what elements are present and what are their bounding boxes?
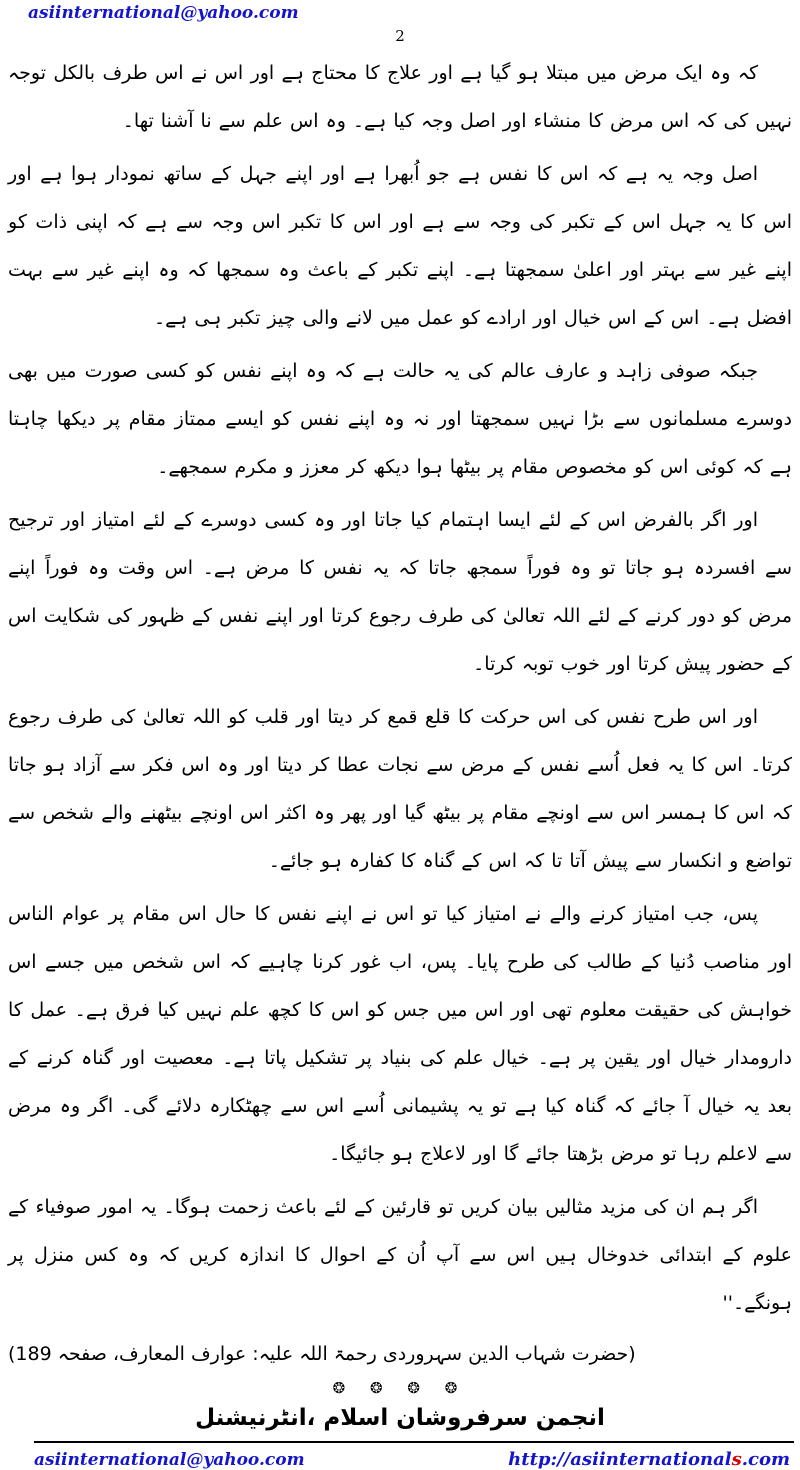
document-body	[0, 47, 800, 1327]
ornament-star-icon: ❂	[444, 1379, 468, 1397]
header-email-link[interactable]: asiinternational@yahoo.com	[28, 3, 299, 23]
body-paragraph: اگر ہم ان کی مزید مثالیں بیان کریں تو قارئین کے لئے باعث زحمت ہوگا۔ یہ امور صوفیاء کے علوم کے ابتدائی خدوخال ہیں اس سے آپ اُن کے احوال کا اندازہ کریں کہ وہ کس منزل پر ہونگے۔''	[8, 1196, 792, 1314]
source-citation: (حضرت شہاب الدین سہروردی رحمۃ اللہ علیہ: عوارف المعارف، صفحہ 189)	[8, 1343, 636, 1365]
page-number: 2	[395, 27, 405, 45]
footer-email-link[interactable]: asiinternational@yahoo.com	[34, 1450, 305, 1470]
url-prefix-text: http://asiinternational	[508, 1449, 732, 1470]
page-header	[0, 0, 800, 27]
ornament-row	[0, 1379, 800, 1397]
body-paragraph: جبکہ صوفی زاہد و عارف عالم کی یہ حالت ہے کہ وہ اپنے نفس کو کسی صورت میں بھی دوسرے مسلمانوں سے بڑا نہیں سمجھتا اور نہ وہ اپنے نفس کو ایسے ممتاز مقام پر دیکھا چاہتا ہے کہ کوئی اس کو مخصوص مقام پر بیٹھا ہوا دیکھ کر معزز و مکرم سمجھے۔	[8, 360, 792, 478]
body-paragraph: پس، جب امتیاز کرنے والے نے امتیاز کیا تو اس نے اپنے نفس کا حال اس مقام پر عوام الناس اور مناصب دُنیا کے طالب کی طرح پایا۔ پس، اب غور کرنا چاہیے کہ اس شخص میں جسے اس خواہش کی حقیقت معلوم تھی اور اس میں جس کو اس کا کچھ علم نہیں کیا فرق ہے۔ عمل کا دارومدار خیال اور یقین پر ہے۔ خیال علم کی بنیاد پر تشکیل پاتا ہے۔ معصیت اور گناہ کرنے کے بعد یہ خیال آ جائے کہ گناہ کیا ہے تو یہ پشیمانی اُسے اس سے چھٹکارہ دلائے گی۔ اگر وہ مرض سے لاعلم رہا تو مرض بڑھتا جائے گا اور لاعلاج ہو جائیگا۔	[8, 903, 792, 1165]
url-accent-letter: s	[731, 1449, 742, 1470]
url-suffix-text: .com	[741, 1449, 790, 1470]
body-paragraph: اور اگر بالفرض اس کے لئے ایسا اہتمام کیا جاتا اور وہ کسی دوسرے کے لئے امتیاز اور ترجیح سے افسردہ ہو جاتا تو وہ فوراً سمجھ جاتا کہ یہ نفس کا مرض ہے۔ اس وقت وہ فوراً اپنے مرض کو دور کرنے کے لئے اللہ تعالیٰ کی طرف رجوع کرتا اور اپنے نفس کے ظہور کی شکایت اس کے حضور پیش کرتا اور خوب توبہ کرتا۔	[8, 509, 792, 675]
footer-url-link[interactable]	[508, 1449, 790, 1470]
body-paragraph: اور اس طرح نفس کی اس حرکت کا قلع قمع کر دیتا اور قلب کو اللہ تعالیٰ کی طرف رجوع کرتا۔ اس کا یہ فعل اُسے نفس کے مرض سے نجات عطا کر دیتا اور وہ اس فکر سے آزاد ہو جاتا کہ اس کا ہمسر اس سے اونچے مقام پر بیٹھ گیا اور پھر وہ اکثر اس اونچے بیٹھنے والے شخص سے تواضع و انکسار سے پیش آتا تا کہ اس کے گناہ کا کفارہ ہو جائے۔	[8, 706, 792, 872]
ornament-star-icon: ❂	[407, 1379, 430, 1397]
footer-bar	[0, 1443, 800, 1470]
body-paragraph: کہ وہ ایک مرض میں مبتلا ہو گیا ہے اور علاج کا محتاج ہے اور اس نے اس طرف بالکل توجہ نہیں کی کہ اس مرض کا منشاء اور اصل وجہ کیا ہے۔ وہ اس علم سے نا آشنا تھا۔	[8, 62, 792, 132]
body-paragraph: اصل وجہ یہ ہے کہ اس کا نفس ہے جو اُبھرا ہے اور اپنے جہل کے ساتھ نمودار ہوا ہے اور اس کا یہ جہل اس کے تکبر کی وجہ سے ہے اور اس کا تکبر اس وجہ سے ہے کہ اپنی ذات کو اپنے غیر سے بہتر اور اعلیٰ سمجھتا ہے۔ اپنے تکبر کے باعث وہ سمجھا کہ وہ اپنے غیر سے بہت افضل ہے۔ اس کے اس خیال اور ارادے کو عمل میں لانے والی چیز تکبر ہی ہے۔	[8, 163, 792, 329]
ornament-star-icon: ❂	[370, 1379, 393, 1397]
organization-title: انجمن سرفروشان اسلام ،انٹرنیشنل	[195, 1405, 605, 1431]
ornament-star-icon: ❂	[332, 1379, 356, 1397]
